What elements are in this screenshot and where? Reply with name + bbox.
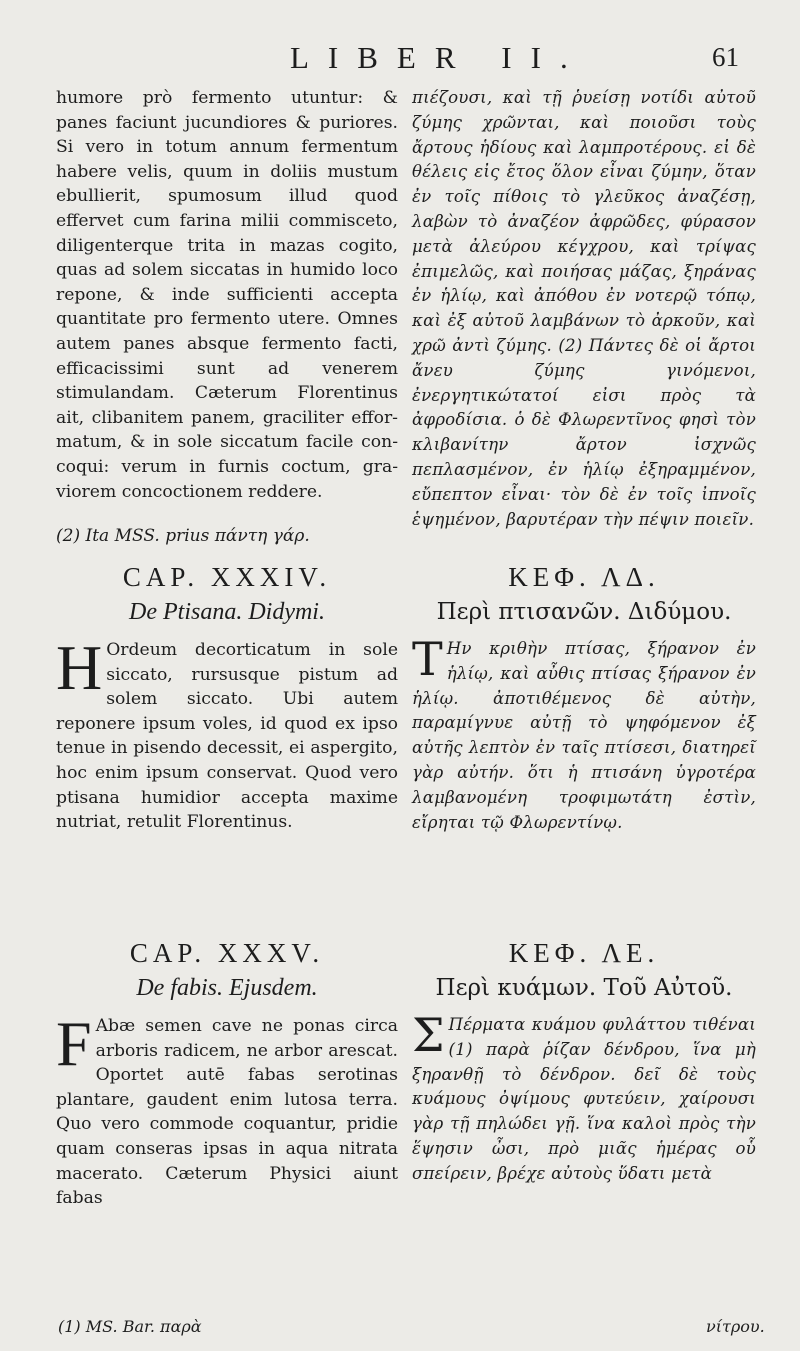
chapter-title: Περὶ πτισανῶν. Διδύμου. [436, 599, 732, 625]
chapter-heading: CAP. XXXIV. [122, 562, 332, 592]
footnote-marker: (2) [56, 526, 81, 547]
greek-top-passage [412, 86, 756, 532]
chapter-35-latin [56, 938, 398, 1211]
chapter-text: Πέρματα κυάμου φυλάττου τιθέναι (1) παρὰ ῥίζαν δένδρου, ἵνα μὴ ξηρανθῇ τὸ δένδρον. δεῖ δὲ τοὺς κυάμους ὀψίμους φυτεύειν, χαίρουσι γὰρ τῇ πηλώδει γῇ. ἵνα καλοὶ πρὸς τὴν ἕψησιν ὦσι, πρὸ μιᾶς ἡμέρας οὗ σπείρειν, βρέχε αὐτοὺς ὕδατι μετὰ [412, 1015, 756, 1183]
chapter-text: Ordeum decorticatum in sole siccato, rursusque pistum ad solem siccato. Ubi autem reponere ipsum voles, id quod ex ipso tenue in pisendo decessit, ei aspergito, hoc enim ipsum conservat. Quod vero ptisana humidior accepta maxime nutriat, retulit Florentinus. [56, 640, 398, 833]
catchword: νίτρου. [706, 1317, 765, 1336]
chapter-heading: ΚΕΦ. ΛΔ. [508, 562, 660, 592]
chapter-34-greek [412, 562, 756, 835]
running-title: LIBER II. [290, 40, 587, 75]
running-header [0, 40, 800, 80]
drop-cap: H [56, 632, 103, 703]
latin-top-passage [56, 86, 398, 546]
greek-top-text: πιέζουσι, καὶ τῇ ῥυείσῃ νοτίδι αὐτοῦ ζύμης χρῶνται, καὶ ποιοῦσι τοὺς ἄρτους ἡδίους καὶ λαμπροτέρους. εἰ δὲ θέλεις εἰς ἔτος ὅλον εἶναι ζύμην, ὅταν ἐν τοῖς πίθοις τὸ γλεῦκος ἀναζέσῃ, λαβὼν τὸ ἀναζέον ἀφρῶδες, φύρασον μετὰ ἀλεύρου κέγχρου, καὶ τρίψας ἐπιμελῶς, καὶ ποιήσας μάζας, ξηράνας ἐν ἡλίῳ, καὶ ἀπόθου ἐν νοτερῷ τόπῳ, καὶ ἐξ αὐτοῦ λαμβάνων τὸ ἀρκοῦν, καὶ χρῶ ἀντὶ ζύμης. (2) Πάντες δὲ οἱ ἄρτοι ἄνευ ζύμης γινόμενοι, ἐνεργητικώτατοί εἰσι πρὸς τὰ ἀφροδίσια. ὁ δὲ Φλωρεντῖνος φησὶ τὸν κλιβανίτην ἄρτον ἰσχνῶς πεπλασμένον, ἐν ἡλίῳ ἐξηραμμένον, εὔπεπτον εἶναι· τὸν δὲ ἐν τοῖς ἰπνοῖς ἑψημένον, βαρυτέραν τὴν πέψιν ποιεῖν. [412, 88, 756, 529]
bottom-footnote: (1) MS. Bar. παρὰ [58, 1317, 202, 1336]
chapter-title: Περὶ κυάμων. Τοῦ Αὐτοῦ. [435, 975, 733, 1001]
footnote-text: Ita MSS. prius πάντη γάρ. [85, 526, 310, 547]
chapter-text: Ην κριθὴν πτίσας, ξήρανον ἐν ἡλίῳ, καὶ αὖθις πτίσας ξήρανον ἐν ἡλίῳ. ἀποτιθέμενος δὲ αὐτὴν, παραμίγνυε αὐτῇ τὸ ψηφόμενον ἐξ αὐτῆς λεπτὸν ἐν ταῖς πτίσεσι, διατηρεῖ γὰρ αὐτήν. ὅτι ἡ πτισάνη ὑγροτέρα λαμβανομένη τροφιμωτάτη ἐστὶν, εἴρηται τῷ Φλωρεντίνῳ. [412, 639, 756, 832]
chapter-34-latin [56, 562, 398, 835]
chapter-heading: CAP. XXXV. [129, 938, 325, 968]
chapter-title: De fabis. Ejusdem. [136, 975, 318, 1001]
drop-cap: F [56, 1008, 92, 1079]
chapter-text: Abæ semen cave ne ponas circa arboris radicem, ne arbor arescat. Oportet autē fabas serotinas plantare, gaudent enim lutosa terra. Quo vero commode coquantur, pridie quam conseras ipsas in aqua nitrata macerato. Cæterum Physici aiunt fabas [56, 1016, 398, 1209]
chapter-35-greek [412, 938, 756, 1187]
drop-cap: Σ [412, 1008, 445, 1062]
latin-footnote [56, 526, 398, 546]
drop-cap: Τ [412, 632, 443, 686]
chapter-heading: ΚΕΦ. ΛΕ. [508, 938, 660, 968]
chapter-title: De Ptisana. Didymi. [129, 599, 325, 625]
page-number: 61 [712, 42, 739, 72]
latin-top-text: humore prò fermento utuntur: & panes faciunt jucundiores & puriores. Si vero in totum annum fermentum habere velis, quum in doliis mustum ebullierit, spumosum illud quod effervet cum farina milii commisceto, diligenterque trita in mazas cogito, quas ad solem siccatas in humido loco repone, & inde sufficienti accepta quantitate pro fermento utere. Omnes autem panes absque fermento facti, efficacissimi sunt ad venerem stimulandam. Cæterum Florentinus ait, clibanitem panem, graciliter effor- matum, & in sole siccatum facile con- coqui: verum in furnis coctum, gra- viorem concoctionem reddere. [56, 88, 398, 502]
